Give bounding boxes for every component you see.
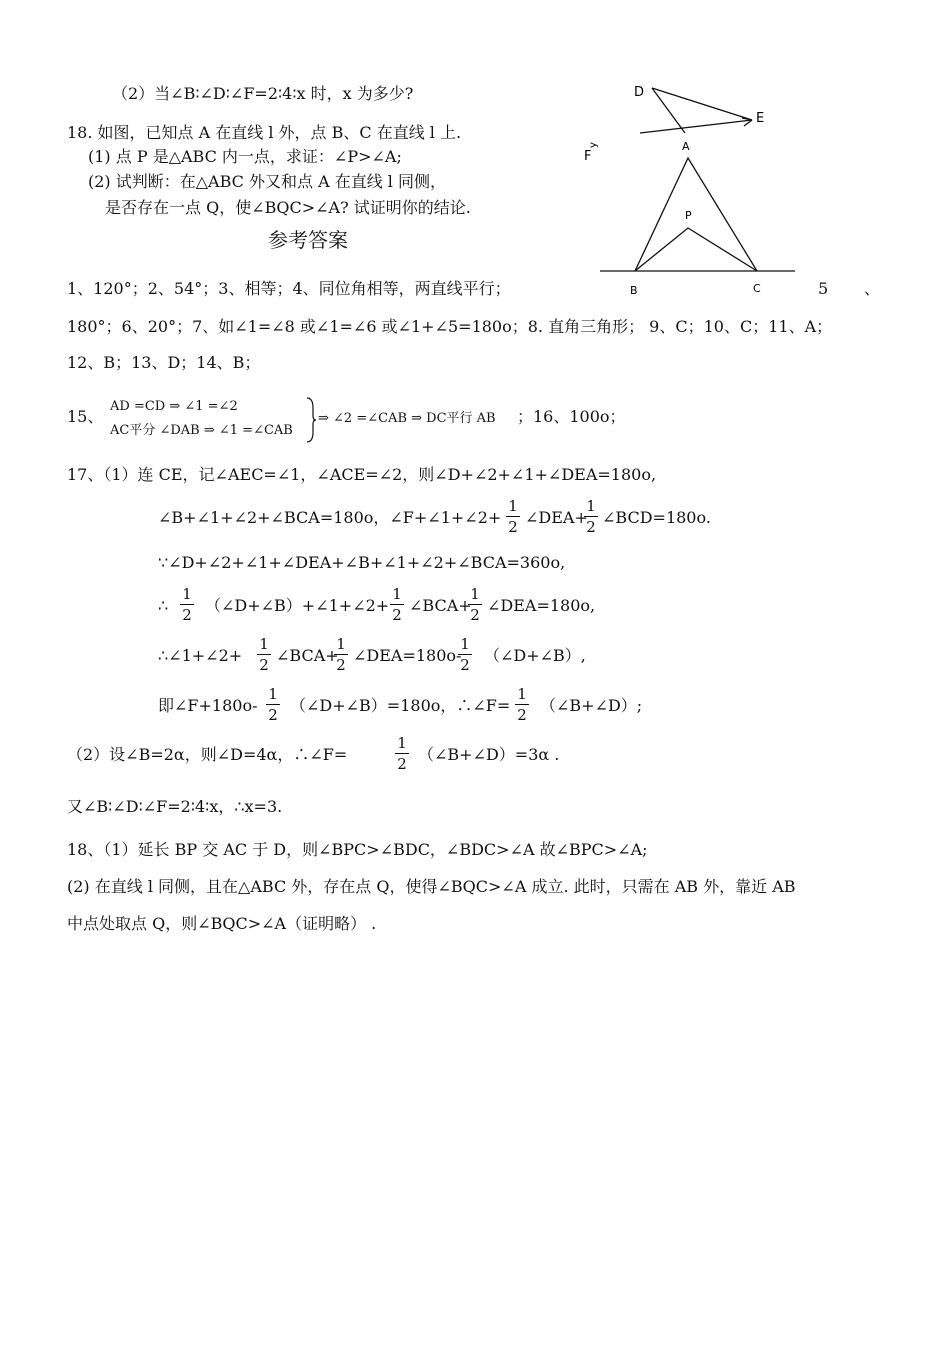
answer-18-line-2b: 中点处取点 Q，则∠BQC>∠A（证明略） .	[67, 914, 377, 933]
fraction-half: 1 2	[506, 497, 520, 536]
answers-line-2: 180°；6、20°；7、如∠1=∠8 或∠1=∠6 或∠1+∠5=180o；8. 直角三角形； 9、C；10、C；11、A；	[67, 317, 833, 336]
answer-17-line-6c: （∠B+∠D）;	[540, 696, 643, 715]
answer-17-line-5a: ∴∠1+∠2+	[158, 646, 243, 665]
answer-17-line-4a: ∴	[158, 596, 169, 615]
question-18-part1: (1) 点 P 是△ABC 内一点，求证：∠P>∠A;	[88, 147, 402, 166]
fraction-half: 1 2	[266, 685, 280, 724]
label-F: F	[584, 149, 592, 164]
segment-DA	[652, 88, 685, 133]
answers-line-1-comma: 、	[864, 279, 881, 298]
answer-17-line-7b: （∠B+∠D）=3α .	[418, 745, 560, 764]
fraction-half: 1 2	[584, 497, 598, 536]
fraction-half: 1 2	[390, 585, 404, 624]
segment-FE	[640, 120, 752, 133]
answers-title: 参考答案	[268, 228, 348, 252]
answer-15-tail: ；16、100o；	[517, 407, 626, 426]
answer-17-line-2c: ∠BCD=180o.	[602, 508, 711, 527]
answer-17-line-3: ∵∠D+∠2+∠1+∠DEA+∠B+∠1+∠2+∠BCA=360o,	[158, 553, 566, 572]
brace-icon	[305, 396, 317, 444]
answer-17-line-5b: ∠BCA+	[276, 646, 339, 665]
fraction-half: 1 2	[468, 585, 482, 624]
answer-17-line-4d: ∠DEA=180o,	[487, 596, 596, 615]
answers-line-1: 1、120°；2、54°；3、相等；4、同位角相等，两直线平行；	[67, 279, 511, 298]
answer-17-line-4c: ∠BCA+	[409, 596, 472, 615]
geometry-figures	[0, 0, 950, 300]
triangle-ABC	[635, 158, 757, 271]
answer-17-line-8: 又∠B∶∠D∶∠F=2∶4∶x，∴x=3.	[67, 797, 283, 816]
question-18-part2-a: (2) 试判断：在△ABC 外又和点 A 在直线 l 同侧，	[88, 172, 447, 191]
answer-17-line-7a: （2）设∠B=2α，则∠D=4α，∴∠F=	[67, 745, 348, 764]
answer-17-line-1: 17、（1）连 CE，记∠AEC=∠1，∠ACE=∠2，则∠D+∠2+∠1+∠DEA=180o,	[67, 465, 657, 484]
answer-18-line-1: 18、（1）延长 BP 交 AC 于 D，则∠BPC>∠BDC，∠BDC>∠A 故∠BPC>∠A;	[67, 840, 648, 859]
svg-text:y: y	[588, 142, 599, 148]
question-18-stem: 18. 如图，已知点 A 在直线 l 外，点 B、C 在直线 l 上.	[67, 123, 462, 142]
figure-def-diagram	[640, 88, 752, 133]
answer-15-result: ⇒ ∠2 =∠CAB ⇒ DC平行 AB	[318, 411, 496, 426]
figure-triangle-abc	[600, 158, 795, 271]
answers-line-3: 12、B；13、D；14、B；	[67, 353, 261, 372]
answer-15-label: 15、	[67, 407, 104, 426]
label-B: B	[630, 284, 638, 297]
answer-18-line-2a: (2) 在直线 l 同侧，且在△ABC 外，存在点 Q，使得∠BQC>∠A 成立. 此时，只需在 AB 外，靠近 AB	[67, 877, 796, 896]
answer-15-top: AD =CD ⇒ ∠1 =∠2	[110, 399, 238, 414]
answer-17-line-4b: （∠D+∠B）+∠1+∠2+	[205, 596, 390, 615]
fraction-half: 1 2	[515, 685, 529, 724]
fraction-half: 1 2	[180, 585, 194, 624]
fraction-half: 1 2	[257, 635, 271, 674]
answer-17-line-2a: ∠B+∠1+∠2+∠BCA=180o，∠F+∠1+∠2+	[158, 508, 502, 527]
answer-17-line-5d: （∠D+∠B）,	[484, 646, 586, 665]
answer-17-line-6b: （∠D+∠B）=180o，∴∠F=	[290, 696, 511, 715]
angle-BPC	[635, 228, 757, 271]
answer-15-bottom: AC平分 ∠DAB ⇒ ∠1 =∠CAB	[110, 423, 293, 438]
label-C: C	[753, 282, 761, 295]
fraction-half: 1 2	[458, 635, 472, 674]
answer-17-line-6a: 即∠F+180o-	[158, 696, 258, 715]
question-18-part2-b: 是否存在一点 Q，使∠BQC>∠A? 试证明你的结论.	[105, 198, 471, 217]
segment-DE	[652, 88, 752, 120]
fraction-half: 1 2	[395, 734, 409, 773]
answer-17-line-5c: ∠DEA=180o-	[353, 646, 462, 665]
label-A-top: A	[682, 140, 690, 153]
label-P: P	[685, 209, 692, 222]
label-D: D	[634, 85, 645, 100]
fraction-half: 1 2	[334, 635, 348, 674]
label-E: E	[756, 111, 765, 126]
answers-line-1-5: 5	[818, 279, 829, 298]
question-17-2: （2）当∠B∶∠D∶∠F=2∶4∶x 时，x 为多少?	[112, 84, 414, 103]
answer-17-line-2b: ∠DEA+	[525, 508, 588, 527]
